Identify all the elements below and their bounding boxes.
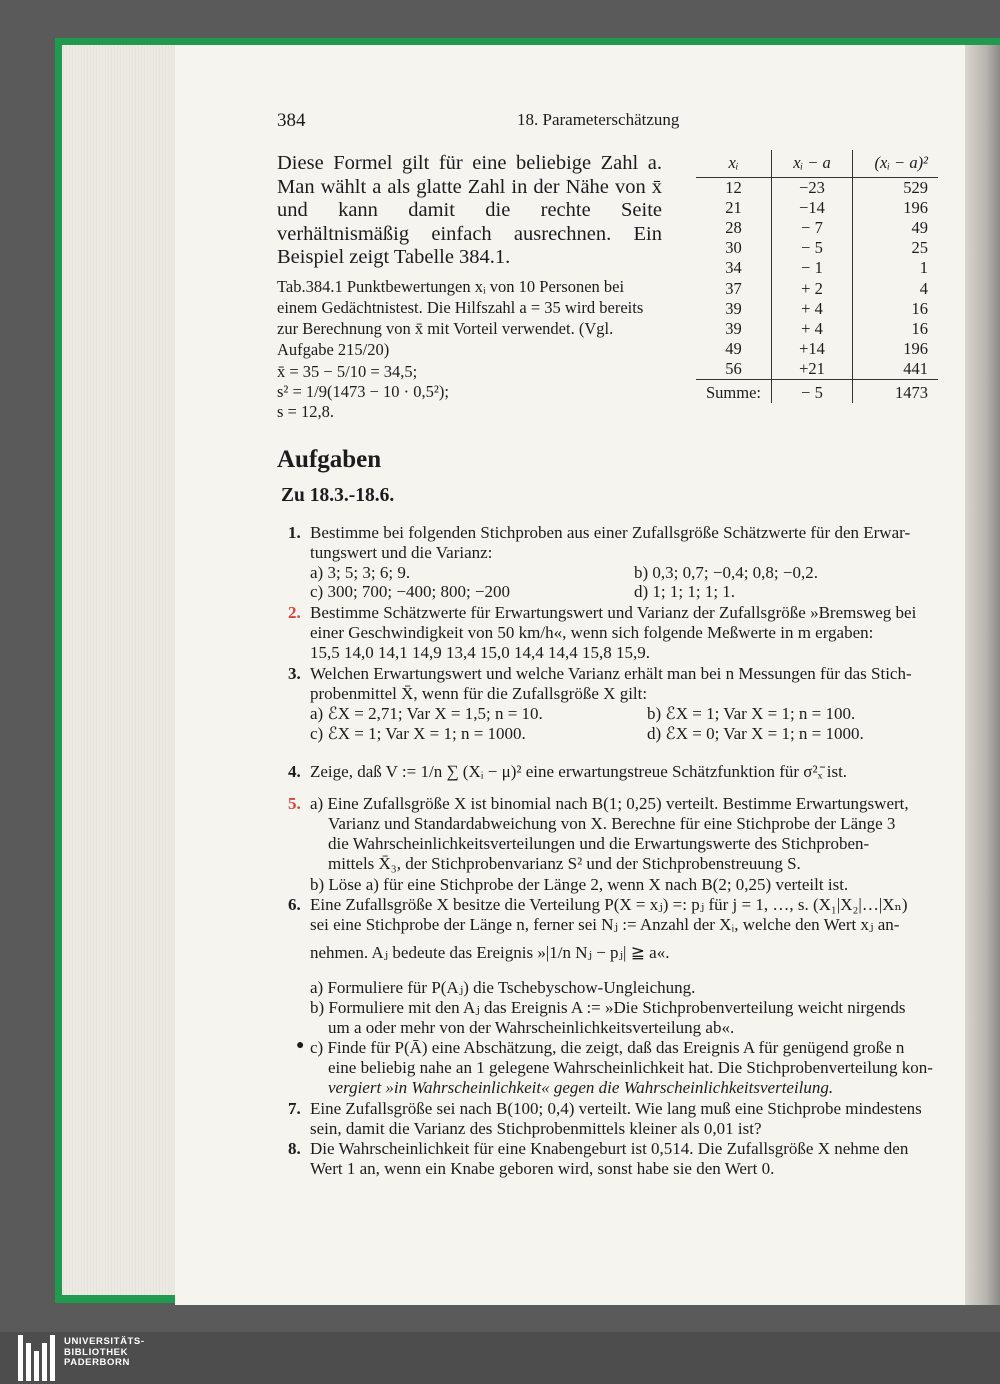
table-row xyxy=(696,218,938,238)
exercise-part: c) ℰX = 1; Var X = 1; n = 1000. xyxy=(310,724,526,743)
exercise-number: 6. xyxy=(288,895,301,914)
table-cell: 39 xyxy=(725,318,742,338)
table-cell: −23 xyxy=(772,178,853,199)
table-cell: 529 xyxy=(903,178,929,198)
library-name-line: BIBLIOTHEK xyxy=(64,1346,129,1358)
table-row xyxy=(696,238,938,258)
data-table xyxy=(696,150,938,403)
exercise-line: a) Formuliere für P(Aⱼ) die Tschebyschow-Ungleichung. xyxy=(310,978,696,997)
exercise-number: 2. xyxy=(288,603,301,622)
exercise-part: a) 3; 5; 3; 6; 9. xyxy=(310,563,411,582)
exercise-line: Zeige, daß V := 1/n ∑ (Xᵢ − μ)² eine erwartungstreue Schätzfunktion für σ²ₓ̄ ist. xyxy=(310,762,848,781)
exercise-line: probenmittel X̄, wenn für die Zufallsgröße X gilt: xyxy=(310,684,648,703)
table-cell: +14 xyxy=(772,339,853,359)
book-spine-shadow xyxy=(965,45,1000,1305)
table-cell: 441 xyxy=(903,358,929,378)
exercise-line: b) Löse a) für eine Stichprobe der Länge 2, wenn X nach B(2; 0,25) verteilt ist. xyxy=(310,875,849,894)
table-cell: − 7 xyxy=(772,218,853,238)
table-cell: 196 xyxy=(903,338,929,358)
table-row xyxy=(696,359,938,380)
exercise-number: 1. xyxy=(288,523,301,542)
calc-line: x̄ = 35 − 5/10 = 34,5; xyxy=(277,362,418,381)
table-caption: Tab.384.1 Punktbewertungen xᵢ von 10 Personen bei einem Gedächtnistest. Die Hilfszahl a = 35 wird bereits zur Berechnung von x̄ mit Vorteil verwendet. (Vgl. Aufgabe 215/20) xyxy=(277,277,644,359)
table-cell: + 2 xyxy=(772,278,853,298)
table-row xyxy=(696,178,938,199)
table-row xyxy=(696,258,938,278)
table-cell: 37 xyxy=(725,278,742,298)
table-header: xᵢ xyxy=(696,150,772,178)
table-header-row xyxy=(696,150,938,178)
table-cell: 28 xyxy=(725,218,742,238)
exercise-line: c) Finde für P(Ā) eine Abschätzung, die zeigt, daß das Ereignis A für genügend große n xyxy=(310,1038,905,1057)
library-name-line: UNIVERSITÄTS- xyxy=(64,1336,145,1347)
table-sum-cell: − 5 xyxy=(772,379,853,403)
exercise-line: Bestimme Schätzwerte für Erwartungswert und Varianz der Zufallsgröße »Bremsweg bei xyxy=(310,603,917,622)
table-cell: 1 xyxy=(919,258,929,278)
exercise-line: Welchen Erwartungswert und welche Varianz erhält man bei n Messungen für das Stich- xyxy=(310,664,912,683)
exercise-line: b) Formuliere mit den Aⱼ das Ereignis A := »Die Stichprobenverteilung weicht nirgends xyxy=(310,998,906,1017)
page-number: 384 xyxy=(277,110,306,131)
section-subtitle: Zu 18.3.-18.6. xyxy=(281,485,395,506)
exercise-part: a) ℰX = 2,71; Var X = 1,5; n = 10. xyxy=(310,704,543,723)
exercise-line: einer Geschwindigkeit von 50 km/h«, wenn sich folgende Meßwerte in m ergaben: xyxy=(310,623,874,642)
table-row xyxy=(696,299,938,319)
table-cell: 34 xyxy=(725,258,742,278)
exercise-line: Bestimme bei folgenden Stichproben aus einer Zufallsgröße Schätzwerte für den Erwar- xyxy=(310,523,911,542)
section-title: Aufgaben xyxy=(277,446,382,473)
table-row xyxy=(696,319,938,339)
footer-bar xyxy=(0,1332,1000,1384)
exercise-line: a) Eine Zufallsgröße X ist binomial nach B(1; 0,25) verteilt. Bestimme Erwartungswert, xyxy=(310,794,909,813)
exercise-line: die Wahrscheinlichkeitsverteilungen und die Erwartungswerte des Stichproben- xyxy=(328,834,870,853)
exercise-line: vergiert »in Wahrscheinlichkeit« gegen die Wahrscheinlichkeitsverteilung. xyxy=(328,1078,834,1097)
exercise-line: Die Wahrscheinlichkeit für eine Knabengeburt ist 0,514. Die Zufallsgröße X nehme den xyxy=(310,1139,909,1158)
exercise-line: mittels X̄₃, der Stichprobenvarianz S² und der Stichprobenstreuung S. xyxy=(328,854,801,873)
table-cell: 30 xyxy=(725,238,742,258)
library-name-line: PADERBORN xyxy=(64,1357,130,1368)
table-row xyxy=(696,198,938,218)
exercise-line: eine beliebig nahe an 1 gelegene Wahrscheinlichkeit hat. Die Stichprobenverteilung kon- xyxy=(328,1058,933,1077)
exercise-line: Varianz und Standardabweichung von X. Berechne für eine Stichprobe der Länge 3 xyxy=(328,814,896,833)
exercise-line: sein, damit die Varianz des Stichprobenmittels kleiner als 0,01 ist? xyxy=(310,1119,762,1138)
exercise-line: um a oder mehr von der Wahrscheinlichkeitsverteilung ab«. xyxy=(328,1018,735,1037)
table-sum-cell: 1473 xyxy=(853,379,939,403)
calc-line: s² = 1/9(1473 − 10 · 0,5²); xyxy=(277,382,449,401)
intro-paragraph: Diese Formel gilt für eine beliebige Zahl a. Man wählt a als glatte Zahl in der Nähe von x̄ und kann damit die rechte Seite verhältnismäßig einfach ausrechnen. Ein Beispiel zeigt Tabelle 384.1. xyxy=(277,152,662,268)
table-cell: 12 xyxy=(725,178,742,198)
exercise-line: Eine Zufallsgröße X besitze die Verteilung P(X = xⱼ) =: pⱼ für j = 1, …, s. (X₁|X₂|…|Xₙ) xyxy=(310,895,908,914)
table-cell: 49 xyxy=(911,218,929,238)
exercise-number: 5. xyxy=(288,794,301,813)
exercise-part: d) 1; 1; 1; 1; 1. xyxy=(634,582,736,601)
exercise-number: 4. xyxy=(288,762,301,781)
library-name xyxy=(64,1337,145,1369)
table-cell: + 4 xyxy=(772,299,853,319)
exercise-line: tungswert und die Varianz: xyxy=(310,543,493,562)
exercise-line: Eine Zufallsgröße sei nach B(100; 0,4) verteilt. Wie lang muß eine Stichprobe mindestens xyxy=(310,1099,922,1118)
exercise-line: Wert 1 an, wenn ein Knabe geboren wird, sonst habe sie den Wert 0. xyxy=(310,1159,775,1178)
table-cell: 25 xyxy=(911,238,929,258)
page-stack-edge xyxy=(62,45,180,1295)
table-cell: +21 xyxy=(772,359,853,380)
table-cell: 196 xyxy=(903,198,929,218)
bullet-icon: ● xyxy=(296,1038,305,1053)
exercise-line: sei eine Stichprobe der Länge n, ferner sei Nⱼ := Anzahl der Xᵢ, welche den Wert xⱼ an- xyxy=(310,915,900,934)
library-logo-icon xyxy=(18,1335,60,1381)
table-header: xᵢ − a xyxy=(772,150,853,178)
exercise-line: 15,5 14,0 14,1 14,9 13,4 15,0 14,4 14,4 15,8 15,9. xyxy=(310,643,650,662)
table-cell: −14 xyxy=(772,198,853,218)
table-cell: 21 xyxy=(725,198,742,218)
exercise-part: d) ℰX = 0; Var X = 1; n = 1000. xyxy=(647,724,864,743)
table-cell: 16 xyxy=(911,298,929,318)
exercise-part: b) 0,3; 0,7; −0,4; 0,8; −0,2. xyxy=(634,563,818,582)
exercise-part: b) ℰX = 1; Var X = 1; n = 100. xyxy=(647,704,856,723)
table-header: (xᵢ − a)² xyxy=(853,150,939,178)
table-cell: 16 xyxy=(911,318,929,338)
table-cell: + 4 xyxy=(772,319,853,339)
table-cell: − 1 xyxy=(772,258,853,278)
table-cell: − 5 xyxy=(772,238,853,258)
table-sum-row xyxy=(696,379,938,403)
exercise-part: c) 300; 700; −400; 800; −200 xyxy=(310,582,511,601)
exercise-line: nehmen. Aⱼ bedeute das Ereignis »|1/n Nⱼ − pⱼ| ≧ a«. xyxy=(310,943,670,962)
table-sum-cell: Summe: xyxy=(696,379,772,403)
exercise-number: 3. xyxy=(288,664,301,683)
table-row xyxy=(696,339,938,359)
table-cell: 39 xyxy=(725,298,742,318)
table-cell: 56 xyxy=(725,358,742,378)
table-row xyxy=(696,278,938,298)
chapter-title: 18. Parameterschätzung xyxy=(517,110,680,129)
table-cell: 4 xyxy=(919,278,929,298)
exercise-number: 7. xyxy=(288,1099,301,1118)
calc-line: s = 12,8. xyxy=(277,402,334,421)
exercise-number: 8. xyxy=(288,1139,301,1158)
table-cell: 49 xyxy=(725,338,742,358)
